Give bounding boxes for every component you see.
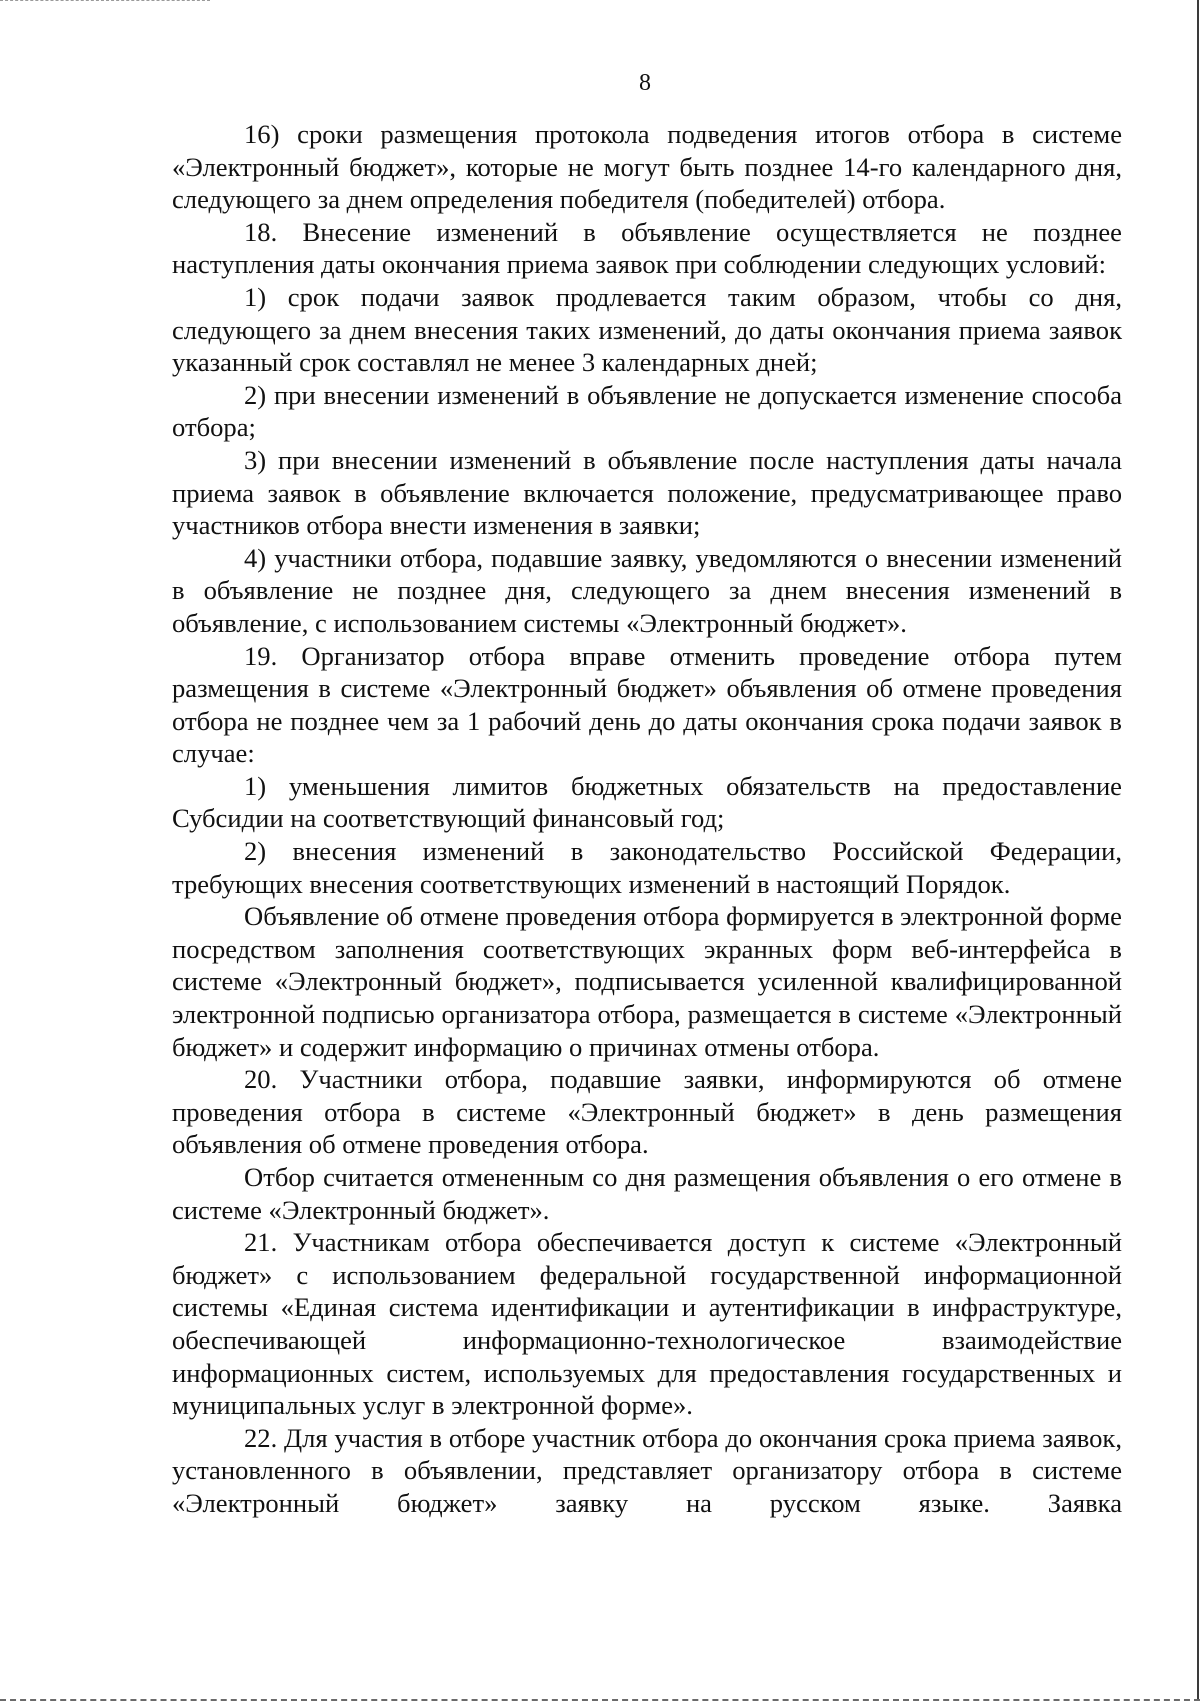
paragraph-clause-21: 21. Участникам отбора обеспечивается доступ к системе «Электронный бюджет» с использованием федеральной государственной информационной системы «Единая система идентификации и аутентификации в инфраструктуре, обеспечивающей информационно-технологическое взаимодействие информационных систем, используемых для предоставления государственных и муниципальных услуг в электронной форме». xyxy=(172,1227,1122,1421)
paragraph-cancellation-effective: Отбор считается отмененным со дня размещения объявления о его отмене в системе «Электронный бюджет». xyxy=(172,1162,1122,1225)
paragraph-clause-20: 20. Участники отбора, подавшие заявки, информируются об отмене проведения отбора в системе «Электронный бюджет» в день размещения объявления об отмене проведения отбора. xyxy=(172,1064,1122,1160)
paragraph-clause-19: 19. Организатор отбора вправе отменить проведение отбора путем размещения в системе «Электронный бюджет» объявления об отмене проведения отбора не позднее чем за 1 рабочий день до даты окончания срока подачи заявок в случае: xyxy=(172,640,1122,769)
paragraph-item-16: 16) сроки размещения протокола подведения итогов отбора в системе «Электронный бюджет», которые не могут быть позднее 14-го календарного дня, следующего за днем определения победителя (победителей) отбора. xyxy=(172,119,1122,215)
paragraph-clause-18-item-3: 3) при внесении изменений в объявление после наступления даты начала приема заявок в объявление включается положение, предусматривающее право участников отбора внести изменения в заявки; xyxy=(172,444,1122,541)
paragraph-cancellation-notice: Объявление об отмене проведения отбора формируется в электронной форме посредством заполнения соответствующих экранных форм веб-интерфейса в системе «Электронный бюджет», подписывается усиленной квалифицированной электронной подписью организатора отбора, размещается в системе «Электронный бюджет» и содержит информацию о причинах отмены отбора. xyxy=(172,901,1122,1062)
paragraph-clause-22: 22. Для участия в отборе участник отбора до окончания срока приема заявок, установленного в объявлении, представляет организатору отбора в системе «Электронный бюджет» заявку на русском языке. Заявка xyxy=(172,1422,1122,1518)
paragraph-clause-18-item-1: 1) срок подачи заявок продлевается таким образом, чтобы со дня, следующего за днем внесения таких изменений, до даты окончания приема заявок указанный срок составлял не менее 3 календарных дней; xyxy=(172,281,1122,378)
paragraph-clause-18-item-4: 4) участники отбора, подавшие заявку, уведомляются о внесении изменений в объявление не позднее дня, следующего за днем внесения изменений в объявление, с использованием системы «Электронный бюджет». xyxy=(172,542,1122,638)
paragraph-clause-18: 18. Внесение изменений в объявление осуществляется не позднее наступления даты окончания приема заявок при соблюдении следующих условий: xyxy=(172,216,1122,280)
page-number: 8 xyxy=(639,70,651,96)
scan-edge-right xyxy=(1197,0,1199,1701)
scan-edge-top xyxy=(0,0,210,1)
paragraph-clause-19-item-1: 1) уменьшения лимитов бюджетных обязательств на предоставление Субсидии на соответствующий финансовый год; xyxy=(172,770,1122,834)
paragraph-clause-19-item-2: 2) внесения изменений в законодательство Российской Федерации, требующих внесения соответствующих изменений в настоящий Порядок. xyxy=(172,836,1122,899)
paragraph-clause-18-item-2: 2) при внесении изменений в объявление не допускается изменение способа отбора; xyxy=(172,379,1122,443)
document-body xyxy=(172,118,1122,1520)
